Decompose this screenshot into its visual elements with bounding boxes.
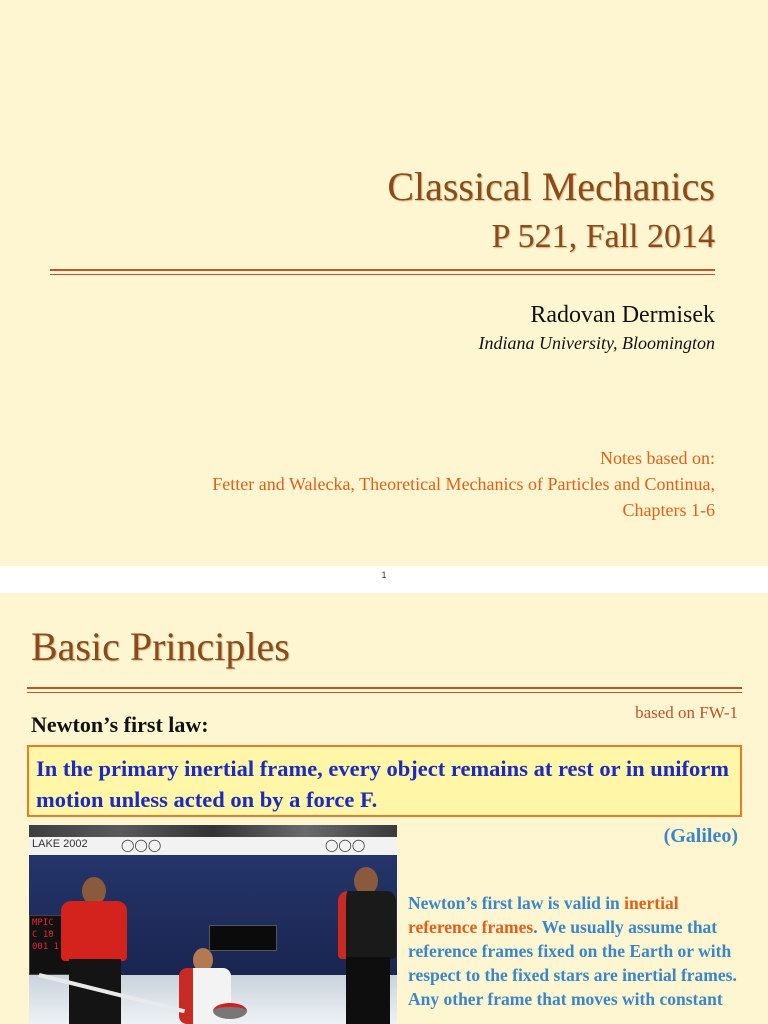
curling-photo: [29, 825, 397, 1024]
board-line: 001 1: [32, 942, 60, 952]
divider-rule-thin: [27, 692, 742, 693]
content-slide: [0, 593, 768, 1024]
curler-black: [334, 867, 397, 1024]
notes-source: [212, 445, 715, 523]
body-highlight: inertial reference frames: [408, 893, 679, 937]
author-name: Radovan Dermisek: [530, 302, 715, 328]
notes-line: Notes based on:: [600, 448, 715, 468]
author-affiliation: Indiana University, Bloomington: [478, 333, 715, 353]
board-line: MPIC: [32, 918, 54, 928]
photo-banner-text: LAKE 2002: [32, 838, 88, 850]
slide-title: Basic Principles: [31, 624, 290, 669]
law-heading: Newton’s first law:: [31, 712, 209, 737]
olympic-rings-icon: ◯◯◯: [121, 838, 162, 852]
notes-line: Fetter and Walecka, Theoretical Mechanics of Particles and Continua,: [212, 474, 715, 494]
body-text-part: . We usually assume that reference frames fixed on the Earth or with respect to the fixed stars are inertial frames. Any other frame that moves with constant: [408, 917, 737, 1009]
olympic-rings-icon: ◯◯◯: [325, 838, 366, 852]
law-statement: In the primary inertial frame, every object remains at rest or in uniform motion unless acted on by a force F.: [36, 756, 729, 812]
divider-rule: [50, 269, 715, 271]
divider-rule-thin: [50, 274, 715, 275]
notes-line: Chapters 1-6: [622, 500, 715, 520]
attribution: (Galileo): [663, 825, 738, 847]
curler-red: [47, 877, 131, 1024]
law-statement-box: [27, 745, 742, 817]
curling-stone: [213, 1003, 247, 1019]
reference-note: based on FW-1: [635, 703, 738, 722]
body-text: [408, 891, 748, 1011]
body-text-part: Newton’s first law is valid in: [408, 893, 625, 913]
slide-title: Classical Mechanics: [387, 164, 715, 209]
page-number: 1: [381, 570, 387, 580]
divider-rule: [27, 687, 742, 689]
course-subtitle: P 521, Fall 2014: [491, 218, 715, 255]
board-line: C 10: [32, 930, 54, 940]
